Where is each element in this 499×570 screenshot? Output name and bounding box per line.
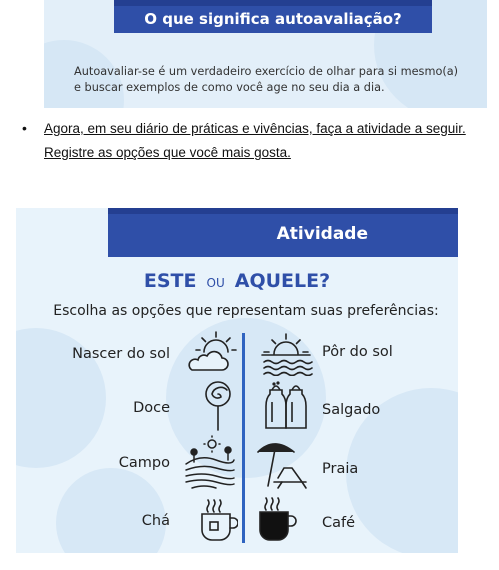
sunset-waves-icon bbox=[258, 332, 314, 376]
top-card-body bbox=[74, 64, 484, 96]
sunrise-cloud-icon bbox=[186, 328, 238, 376]
activity-prompt: Escolha as opções que representam suas preferências: bbox=[53, 303, 439, 319]
option-salgado: Salgado bbox=[322, 402, 381, 418]
activity-title: Atividade bbox=[276, 224, 368, 244]
coffee-cup-icon bbox=[256, 496, 298, 542]
lollipop-icon bbox=[202, 380, 234, 432]
activity-banner bbox=[108, 208, 458, 257]
option-cha: Chá bbox=[141, 513, 170, 529]
heading-este: ESTE bbox=[143, 270, 197, 292]
countryside-field-icon bbox=[182, 434, 238, 490]
activity-heading bbox=[16, 270, 458, 292]
option-campo: Campo bbox=[118, 455, 170, 471]
background-bubble bbox=[56, 468, 166, 553]
center-divider bbox=[242, 333, 245, 543]
top-card-body-line: Autoavaliar-se é um verdadeiro exercício de olhar para si mesmo(a) bbox=[74, 65, 459, 78]
activity-card bbox=[16, 208, 458, 553]
heading-aquele: AQUELE? bbox=[234, 270, 331, 292]
tea-cup-icon bbox=[196, 496, 238, 542]
top-card-body-line: e buscar exemplos de como você age no seu dia a dia. bbox=[74, 81, 385, 94]
instruction-line: Registre as opções que você mais gosta. bbox=[44, 145, 291, 160]
option-cafe: Café bbox=[322, 515, 356, 531]
instruction-line: Agora, em seu diário de práticas e vivências, faça a atividade a seguir. bbox=[44, 121, 466, 136]
bullet-marker: • bbox=[22, 120, 27, 136]
option-por-do-sol: Pôr do sol bbox=[322, 344, 393, 360]
option-nascer-do-sol: Nascer do sol bbox=[72, 346, 170, 362]
top-info-card bbox=[44, 0, 487, 108]
option-praia: Praia bbox=[322, 461, 359, 477]
heading-ou: OU bbox=[206, 276, 225, 290]
top-card-title: O que significa autoavaliação? bbox=[114, 0, 432, 33]
salt-pepper-shakers-icon bbox=[260, 380, 312, 430]
option-doce: Doce bbox=[133, 400, 170, 416]
beach-umbrella-chair-icon bbox=[254, 438, 310, 490]
